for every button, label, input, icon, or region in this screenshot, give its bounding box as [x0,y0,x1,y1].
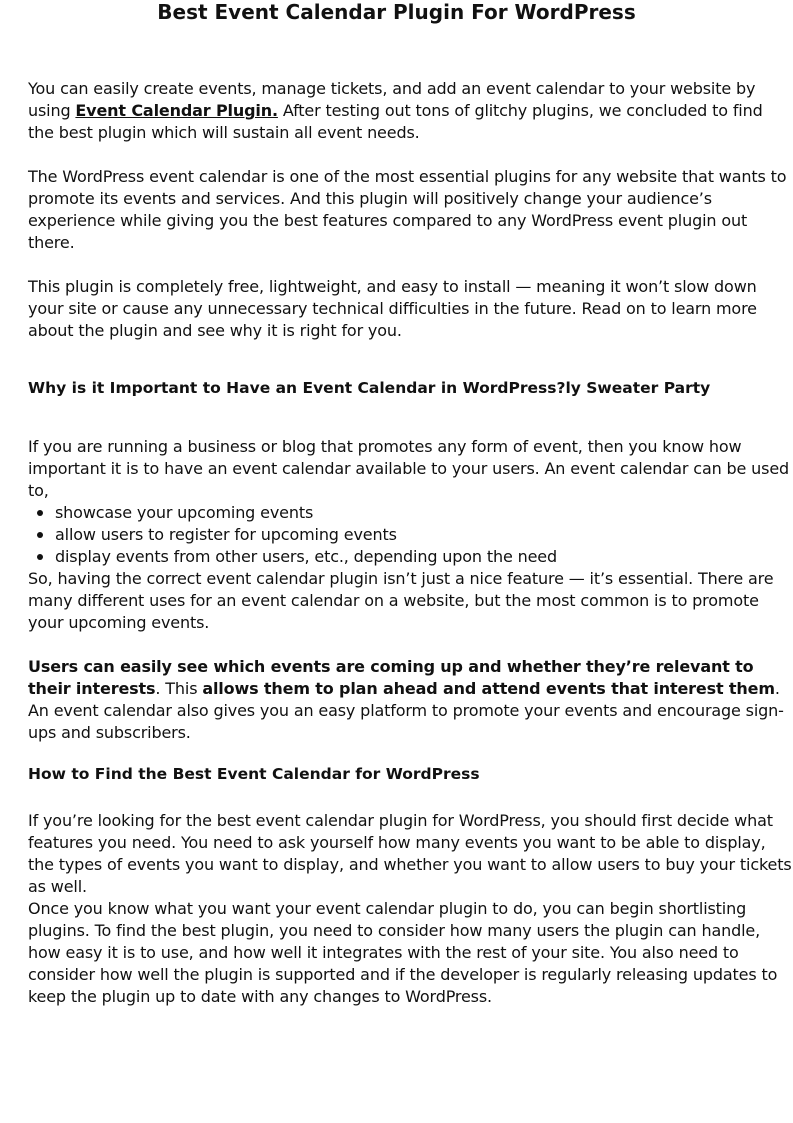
heading-how-to-find: How to Find the Best Event Calendar for WordPress [28,765,480,783]
intro-text-before-link: You can easily create events, manage tickets, and add an event calendar to your website by using [28,79,756,120]
bold-plan-ahead: allows them to plan ahead and attend events that interest them [202,679,775,698]
intro-text-after-link: After testing out tons of glitchy plugins, we concluded to find the best plugin which will sustain all event needs. [28,101,763,142]
free-plugin-paragraph: This plugin is completely free, lightweight, and easy to install — meaning it won’t slow down your site or cause any unnecessary technical difficulties in the future. Read on to learn more about the plugin and see why it is right for you. [28,277,757,340]
intro-paragraph [28,78,793,144]
shortlisting-paragraph: Once you know what you want your event calendar plugin to do, you can begin shortlisting plugins. To find the best plugin, you need to consider how many users the plugin can handle, how easy it is to use, and how well it integrates with the rest of your site. You also need to consider how well the plugin is supported and if the developer is regularly releasing updates to keep the plugin up to date with any changes to WordPress. [28,899,778,1006]
page-title: Best Event Calendar Plugin For WordPress [157,0,636,24]
list-item: display events from other users, etc., depending upon the need [55,546,793,568]
running-business-paragraph: If you are running a business or blog that promotes any form of event, then you know how important it is to have an event calendar available to your users. An event calendar can be used to, [28,437,790,500]
event-calendar-plugin-link[interactable]: Event Calendar Plugin. [75,101,278,120]
essential-feature-paragraph: So, having the correct event calendar plugin isn’t just a nice feature — it’s essential. There are many different uses for an event calendar on a website, but the most common is to promote your upcoming events. [28,569,774,632]
essential-paragraph: The WordPress event calendar is one of the most essential plugins for any website that wants to promote its events and services. And this plugin will positively change your audience’s experience while giving you the best features compared to any WordPress event plugin out there. [28,167,787,252]
title-container [0,0,793,24]
bold-users-see-events: Users can easily see which events are coming up and whether they’re relevant to their interests [28,657,754,698]
users-text-platform: . An event calendar also gives you an easy platform to promote your events and encourage sign-ups and subscribers. [28,679,784,742]
heading-why-important: Why is it Important to Have an Event Calendar in WordPress?ly Sweater Party [28,379,711,397]
looking-for-paragraph: If you’re looking for the best event calendar plugin for WordPress, you should first decide what features you need. You need to ask yourself how many events you want to be able to display, the types of events you want to display, and whether you want to allow users to buy your tickets as well. [28,811,792,896]
list-item: allow users to register for upcoming events [55,524,793,546]
users-text-this: . This [155,679,203,698]
uses-bullet-list [28,502,793,568]
list-item: showcase your upcoming events [55,502,793,524]
users-benefit-paragraph [28,656,793,744]
